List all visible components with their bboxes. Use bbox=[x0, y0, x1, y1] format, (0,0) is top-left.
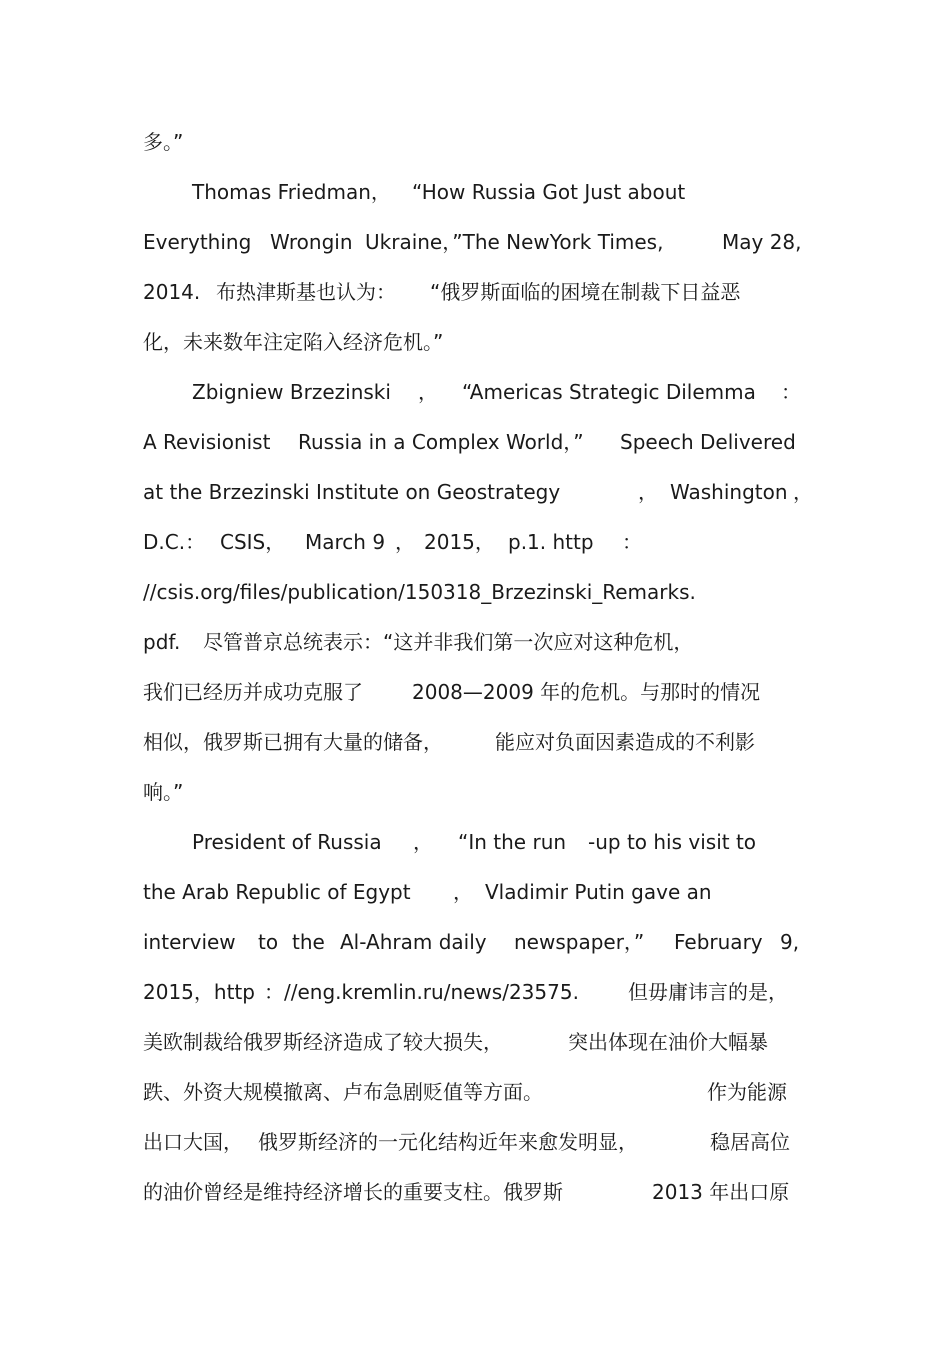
text-fragment: ， bbox=[638, 480, 658, 504]
text-line bbox=[0, 1128, 950, 1178]
text-fragment: //csis.org/files/publication/150318_Brzezinski_Remarks. bbox=[143, 580, 696, 604]
text-fragment: ：//eng.kremlin.ru/news/23575. bbox=[264, 980, 579, 1004]
text-fragment: 相似，俄罗斯已拥有大量的储备， bbox=[143, 730, 443, 754]
text-line bbox=[0, 278, 950, 328]
text-fragment: interview bbox=[143, 930, 236, 954]
text-fragment: ， bbox=[453, 880, 473, 904]
text-fragment: 布热津斯基也认为： bbox=[216, 280, 396, 304]
text-fragment: “How Russia Got Just about bbox=[412, 180, 686, 204]
text-fragment: A Revisionist bbox=[143, 430, 271, 454]
text-fragment: Vladimir Putin gave an bbox=[485, 880, 712, 904]
text-fragment: 2014. bbox=[143, 280, 201, 304]
text-fragment: February bbox=[674, 930, 763, 954]
text-fragment: 俄罗斯经济的一元化结构近年来愈发明显， bbox=[258, 1130, 638, 1154]
text-fragment: 出口大国， bbox=[143, 1130, 243, 1154]
text-fragment: March 9 bbox=[305, 530, 386, 554]
text-line bbox=[0, 1028, 950, 1078]
text-line bbox=[0, 978, 950, 1028]
text-line bbox=[0, 478, 950, 528]
text-fragment: May 28, bbox=[722, 230, 802, 254]
text-fragment: 但毋庸讳言的是， bbox=[628, 980, 788, 1004]
text-fragment: Ukraine，”The NewYork Times, bbox=[365, 230, 664, 254]
text-fragment: “In the run bbox=[458, 830, 567, 854]
text-line bbox=[0, 578, 950, 628]
text-line bbox=[0, 778, 950, 828]
text-fragment: 2013 年出口原 bbox=[652, 1180, 790, 1204]
text-line bbox=[0, 178, 950, 228]
text-line bbox=[0, 378, 950, 428]
text-fragment: Russia in a Complex World，” bbox=[298, 430, 584, 454]
text-fragment: “俄罗斯面临的困境在制裁下日益恶 bbox=[430, 280, 741, 304]
text-fragment: ， bbox=[418, 380, 438, 404]
text-fragment: at the Brzezinski Institute on Geostrategy bbox=[143, 480, 561, 504]
text-fragment: pdf. bbox=[143, 630, 181, 654]
text-fragment: 9, bbox=[780, 930, 800, 954]
text-fragment: p.1. http bbox=[508, 530, 594, 554]
text-fragment: ， bbox=[395, 530, 415, 554]
text-fragment: Speech Delivered bbox=[620, 430, 796, 454]
text-fragment: Thomas Friedman， bbox=[192, 180, 391, 204]
text-fragment: Al-Ahram daily bbox=[340, 930, 487, 954]
text-fragment: Everything bbox=[143, 230, 252, 254]
text-fragment: 的油价曾经是维持经济增长的重要支柱。俄罗斯 bbox=[143, 1180, 563, 1204]
text-fragment: ， bbox=[413, 830, 433, 854]
text-fragment: ： bbox=[781, 380, 801, 404]
text-line bbox=[0, 928, 950, 978]
text-line bbox=[0, 878, 950, 928]
text-fragment: President of Russia bbox=[192, 830, 382, 854]
text-fragment: 化，未来数年注定陷入经济危机。” bbox=[143, 330, 444, 354]
text-line bbox=[0, 128, 950, 178]
text-fragment: CSIS， bbox=[220, 530, 286, 554]
text-fragment: 尽管普京总统表示：“这并非我们第一次应对这种危机， bbox=[203, 630, 694, 654]
text-line bbox=[0, 1078, 950, 1128]
text-fragment: 2015，http bbox=[143, 980, 255, 1004]
text-line bbox=[0, 328, 950, 378]
text-fragment: 响。” bbox=[143, 780, 184, 804]
text-fragment: Zbigniew Brzezinski bbox=[192, 380, 391, 404]
text-fragment: 多。” bbox=[143, 130, 184, 154]
text-fragment: -up to his visit to bbox=[588, 830, 757, 854]
text-fragment: 作为能源 bbox=[707, 1080, 787, 1104]
text-line bbox=[0, 528, 950, 578]
text-fragment: Wrongin bbox=[270, 230, 353, 254]
text-line bbox=[0, 228, 950, 278]
text-fragment: the Arab Republic of Egypt bbox=[143, 880, 411, 904]
text-fragment: 跌、外资大规模撤离、卢布急剧贬值等方面。 bbox=[143, 1080, 543, 1104]
text-fragment: the bbox=[292, 930, 325, 954]
text-line bbox=[0, 628, 950, 678]
text-line bbox=[0, 828, 950, 878]
text-fragment: D.C.： bbox=[143, 530, 206, 554]
text-fragment: “Americas Strategic Dilemma bbox=[462, 380, 756, 404]
text-fragment: ： bbox=[622, 530, 642, 554]
text-fragment: ， bbox=[793, 480, 813, 504]
text-fragment: 2015， bbox=[424, 530, 495, 554]
text-line bbox=[0, 428, 950, 478]
text-fragment: 突出体现在油价大幅暴 bbox=[568, 1030, 768, 1054]
text-fragment: 美欧制裁给俄罗斯经济造成了较大损失， bbox=[143, 1030, 503, 1054]
text-fragment: 2008—2009 年的危机。与那时的情况 bbox=[412, 680, 761, 704]
text-fragment: 能应对负面因素造成的不利影 bbox=[495, 730, 755, 754]
text-line bbox=[0, 1178, 950, 1228]
text-fragment: Washington bbox=[670, 480, 788, 504]
text-fragment: 稳居高位 bbox=[710, 1130, 790, 1154]
text-fragment: to bbox=[258, 930, 279, 954]
text-line bbox=[0, 678, 950, 728]
text-fragment: 我们已经历并成功克服了 bbox=[143, 680, 363, 704]
text-line bbox=[0, 728, 950, 778]
text-fragment: newspaper，” bbox=[514, 930, 645, 954]
